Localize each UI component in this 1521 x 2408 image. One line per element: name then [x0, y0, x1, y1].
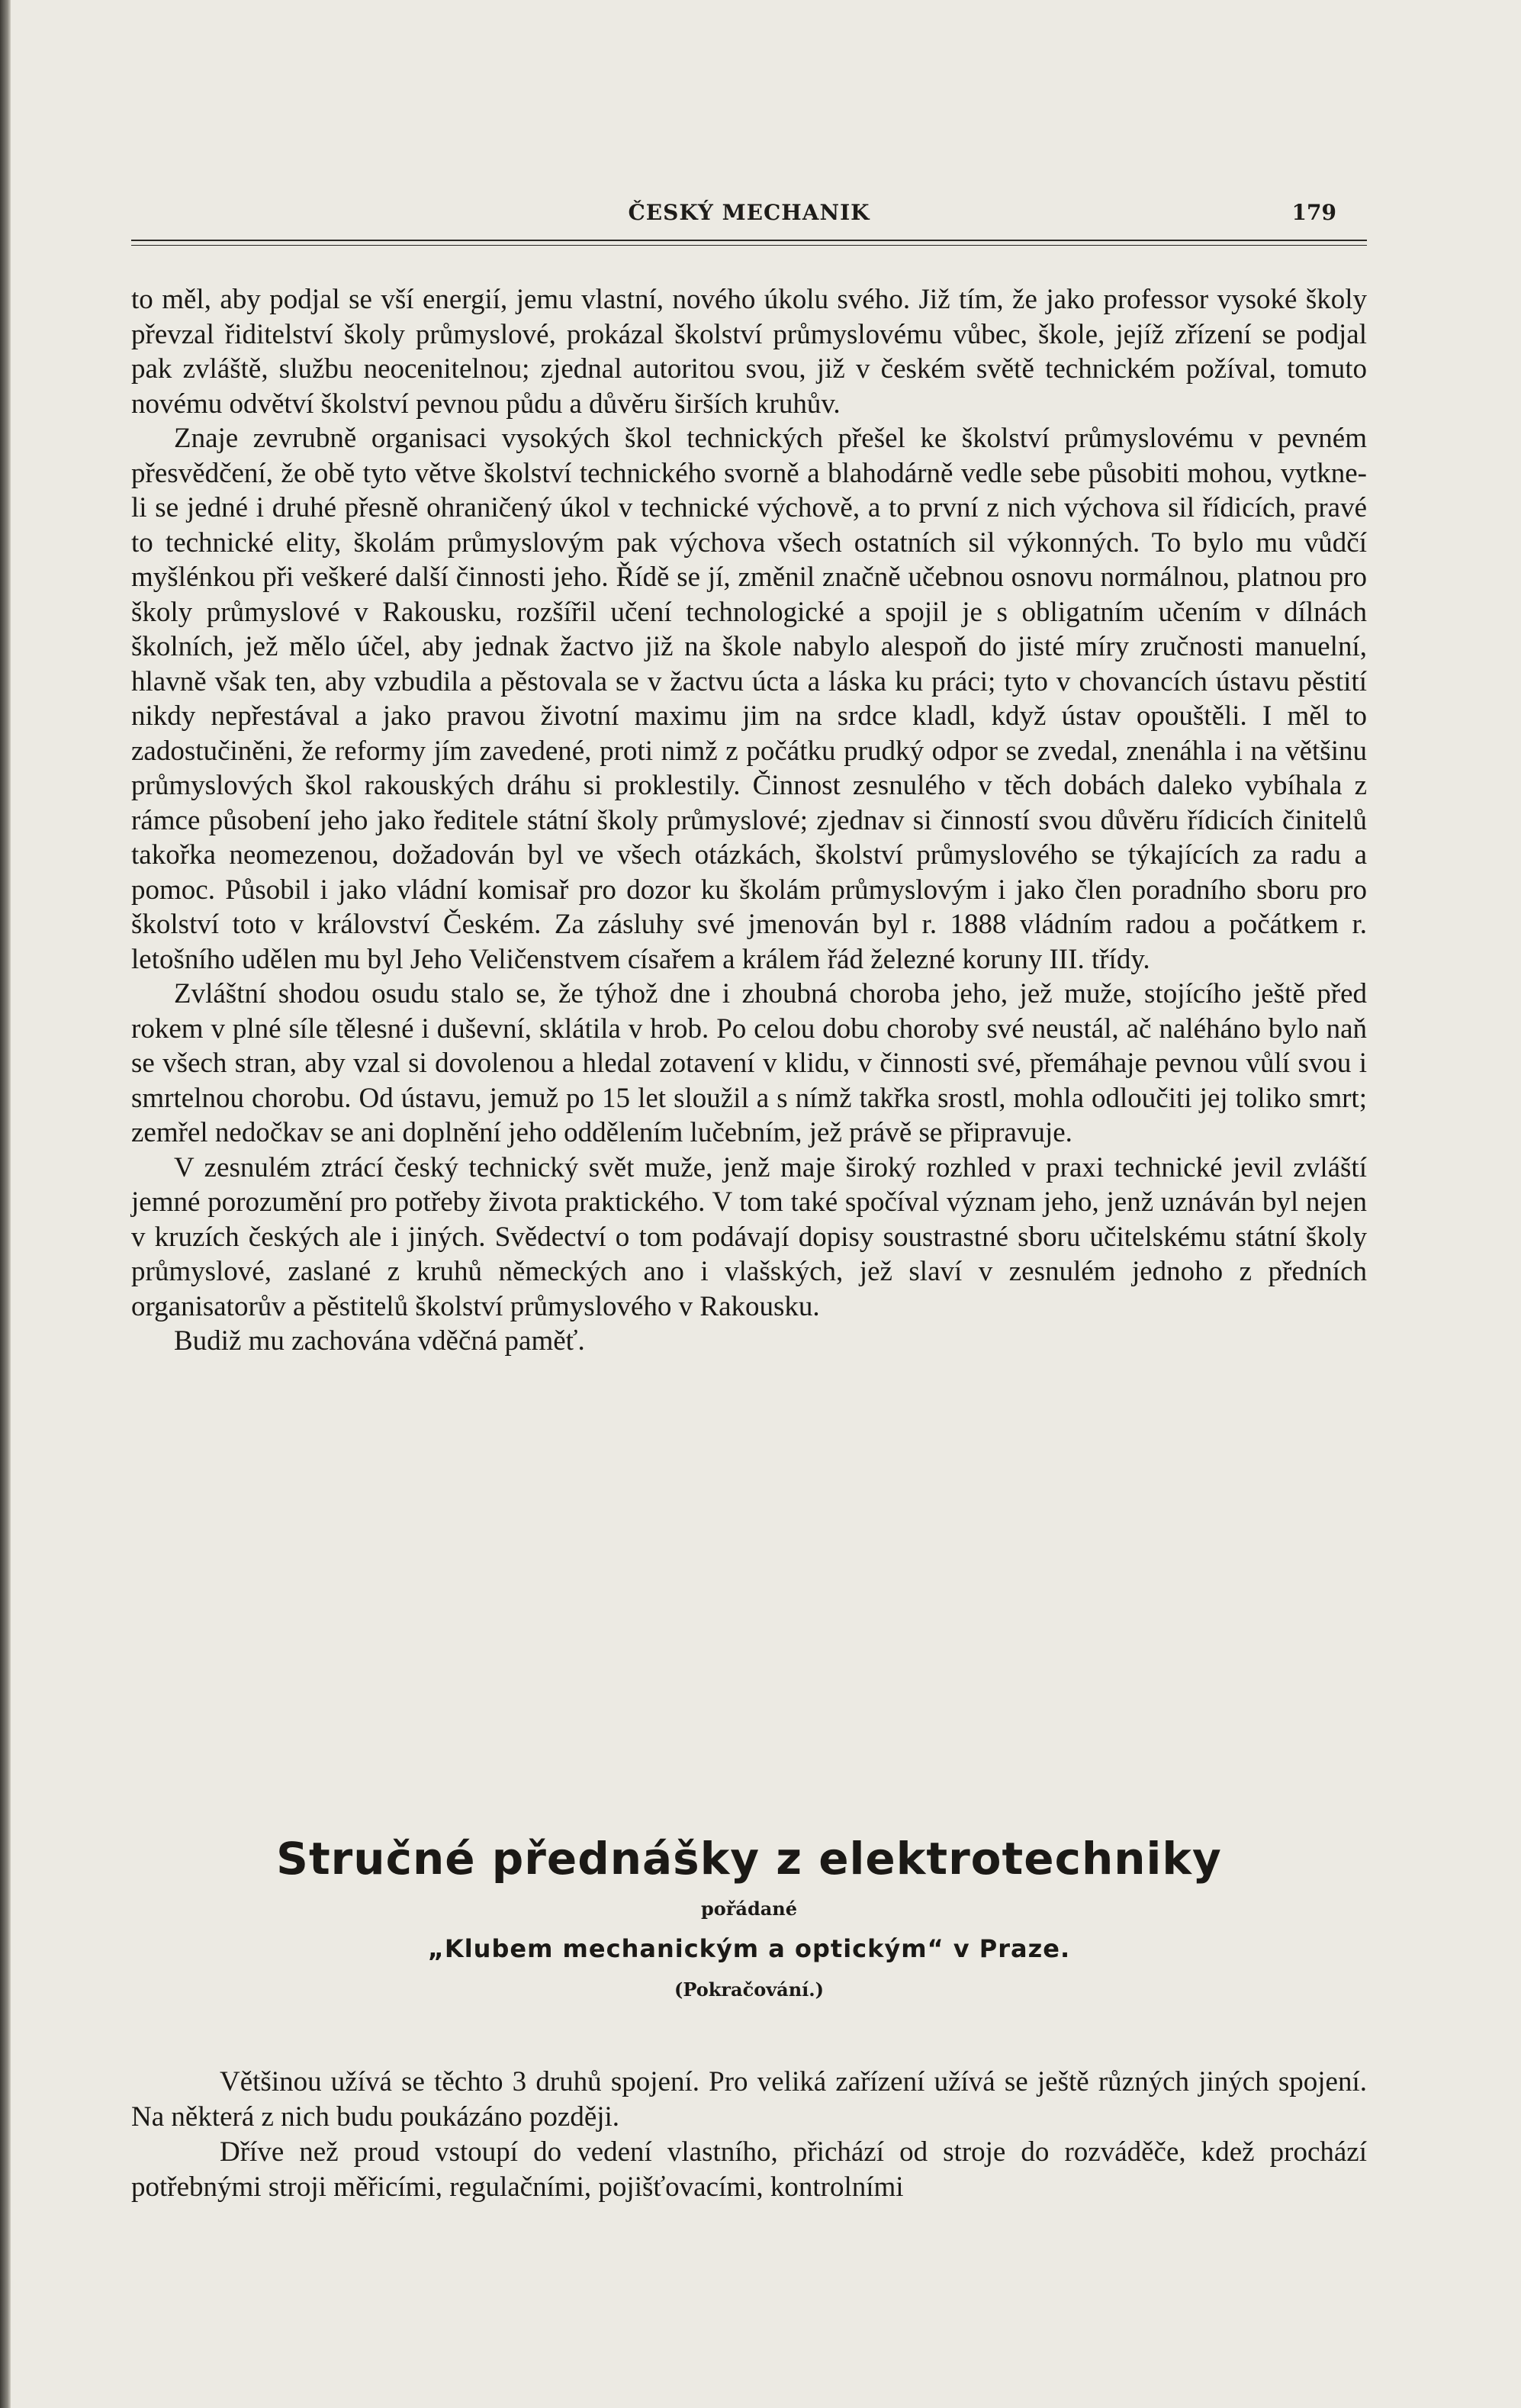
section-paragraph: Dříve než proud vstoupí do vedení vlastního, přichází od stroje do rozváděče, kdež prochází potřebnými stroji měřicími, regulačními, pojišťovacími, kontrolními — [131, 2136, 1367, 2203]
article-paragraph: V zesnulém ztrácí český technický svět muže, jenž maje široký rozhled v praxi technické jevil zvláští jemné porozumění pro potřeby života praktického. V tom také spočíval význam jeho, jenž uznáván byl nejen v kruzích českých ale i jiných. Svědectví o tom podávají dopisy soustrastné sboru učitelskému státní školy průmyslové, zaslané z kruhů německých ano i vlašských, jež slaví v zesnulém jednoho z předních organisatorův a pěstitelů školství průmyslového v Rakousku. — [131, 1151, 1367, 1322]
article-paragraph: Budiž mu zachována vděčná paměť. — [174, 1325, 585, 1357]
running-title: ČESKÝ MECHANIK — [628, 200, 870, 225]
article-paragraph: Znaje zevrubně organisaci vysokých škol technických přešel ke školství průmyslovému v pevném přesvědčení, že obě tyto větve školství technického svorně a blahodárně vedle sebe působiti mohou, vytkne-li se jedné i druhé přesně ohraničený úkol v technické výchově, a to první z nich výchova sil řídicích, pravé to technické elity, školám průmyslovým pak výchova všech ostatních sil výkonných. To bylo mu vůdčí myšlénkou při veškeré další činnosti jeho. Řídě se jí, změnil značně učebnou osnovu normálnou, platnou pro školy průmyslové v Rakousku, rozšířil učení technologické a spojil je s obligatním učením v dílnách školních, jež mělo účel, aby jednak žactvo již na škole nabylo alespoň do jisté míry zručnosti manuelní, hlavně však ten, aby vzbudila a pěstovala se v žactvu úcta a láska ku práci; tyto v chovancích ústavu pěstití nikdy nepřestával a jako pravou životní maximu jim na srdce kladl, když ústav opouštěli. I měl to zadostučiněni, že reformy jím zavedené, proti nimž z počátku prudký odpor se zvedal, znenáhla i na většinu průmyslových škol rakouských dráhu si proklestily. Činnost zesnulého v těch dobách daleko vybíhala z rámce působení jeho jako ředitele státní školy průmyslové; zjednav si činností svou důvěru řídicích činitelů takořka neomezenou, dožadován byl ve všech otázkách, školství průmyslového se týkajících za radu a pomoc. Působil i jako vládní komisař pro dozor ku školám průmyslovým i jako člen poradního sboru pro školství toto v království Českém. Za zásluhy své jmenován byl r. 1888 vládním radou a počátkem r. letošního udělen mu byl Jeho Veličenstvem císařem a králem řád železné koruny III. třídy. — [131, 423, 1367, 975]
binding-edge — [0, 0, 11, 2408]
page-header — [131, 200, 1367, 230]
article-paragraph: to měl, aby podjal se vší energií, jemu vlastní, nového úkolu svého. Již tím, že jako professor vysoké školy převzal řiditelství školy průmyslové, prokázal školství průmyslovému vůbec, škole, jejíž zřízení se podjal pak zvláště, službu neocenitelnou; zjednal autoritou svou, již v českém světě technickém požíval, tomuto novému odvětví školství pevnou půdu a důvěru širších kruhův. — [131, 284, 1367, 420]
article-paragraph: Zvláštní shodou osudu stalo se, že týhož dne i zhoubná choroba jeho, jež muže, stojícího ještě před rokem v plné síle tělesné i duševní, sklátila v hrob. Po celou dobu choroby své neustál, ač naléháno bylo naň se všech stran, aby vzal si dovolenou a hledal zotavení v klidu, v činnosti své, přemáhaje pevnou vůlí svou i smrtelnou chorobu. Od ústavu, jemuž po 15 let sloužil a s nímž takřka srostl, mohla odloučiti jej toliko smrt; zemřel nedočkav se ani doplnění jeho oddělením lučebním, jež právě se připravuje. — [131, 978, 1367, 1148]
section-subtitle-organized: pořádané — [700, 1898, 798, 1920]
section-title: Stručné přednášky z elektrotechniky — [276, 1833, 1222, 1885]
section-body — [131, 2065, 1367, 2205]
section-paragraph: Většinou užívá se těchto 3 druhů spojení. Pro veliká zařízení užívá se ještě různých jiných spojení. Na některá z nich budu poukázáno později. — [131, 2066, 1367, 2133]
section-subtitle-club: „Klubem mechanickým a optickým“ v Praze. — [427, 1934, 1071, 1963]
header-rule — [131, 240, 1367, 246]
section-subtitle-continuation: (Pokračování.) — [674, 1978, 824, 2001]
section-heading-block — [131, 1828, 1367, 2005]
page-number: 179 — [1291, 200, 1336, 225]
article-body — [131, 282, 1367, 1359]
